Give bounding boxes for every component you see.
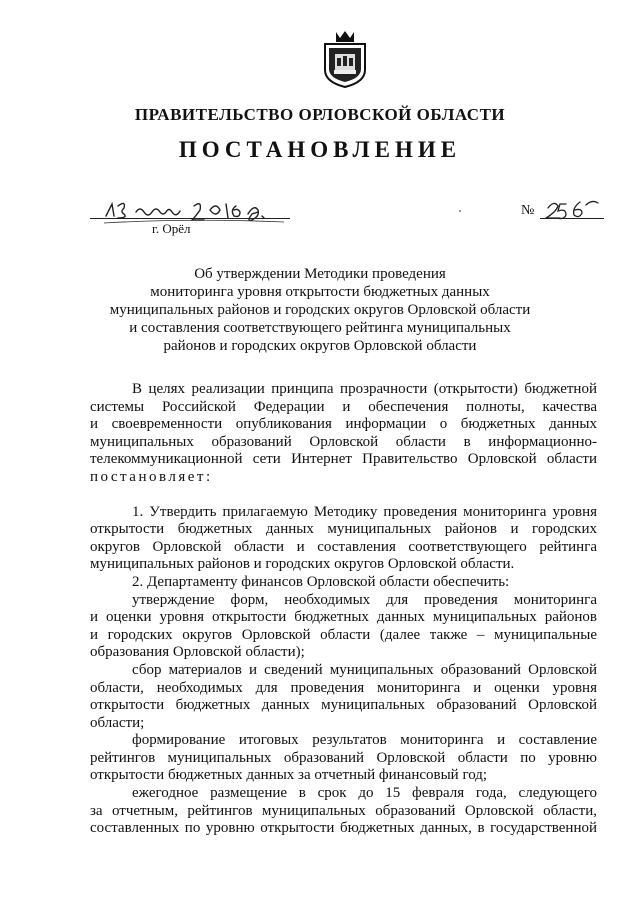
item2-line: утверждение форм, необходимых для проведения мониторинга (132, 591, 597, 608)
item2-line: 2. Департаменту финансов Орловской области обеспечить: (132, 573, 510, 590)
item1-line: округов Орловской области и составления соответствующего рейтинга (90, 538, 597, 555)
item2-line: образования Орловской области); (90, 644, 305, 661)
decree-body (90, 381, 597, 838)
date-underline (90, 218, 290, 219)
number-label: № (521, 203, 535, 218)
subject-line: мониторинга уровня открытости бюджетных данных (150, 284, 490, 300)
item2-line: области, необходимых для проведения мониторинга и оценки уровня (90, 679, 597, 696)
subject-line: муниципальных районов и городских округов Орловской области (109, 302, 531, 318)
item2-line: открытости бюджетных данных муниципальных образований Орловской (90, 697, 597, 714)
item2-line: и городских округов Орловской области (далее также – муниципальные (90, 626, 597, 643)
handwritten-date (102, 196, 288, 226)
preamble-line: телекоммуникационной сети Интернет Правительство Орловской области (90, 451, 597, 468)
subject-line: Об утверждении Методики проведения (194, 266, 446, 282)
government-title: ПРАВИТЕЛЬСТВО ОРЛОВСКОЙ ОБЛАСТИ (134, 105, 506, 124)
subject-line: и составления соответствующего рейтинга муниципальных (129, 320, 511, 336)
document-type-title: ПОСТАНОВЛЕНИЕ (178, 137, 462, 162)
preamble-line: муниципальных образований Орловской области в информационно- (90, 433, 597, 450)
coat-of-arms-icon (322, 30, 368, 88)
item2-line: сбор материалов и сведений муниципальных образований Орловской (132, 661, 597, 678)
item1-line: муниципальных районов и городских округов Орловской области. (90, 556, 515, 573)
item2-line: ежегодное размещение в срок до 15 февраля года, следующего (132, 785, 597, 802)
item1-line: 1. Утвердить прилагаемую Методику проведения мониторинга уровня (132, 503, 597, 520)
item2-line: и оценки уровня открытости бюджетных данных муниципальных районов (90, 609, 597, 626)
item2-line: рейтингов муниципальных образований Орловской области по уровню (90, 749, 597, 766)
item2-line: области; (90, 714, 145, 731)
preamble-line: системы Российской Федерации и обеспечения полноты, качества (90, 398, 597, 415)
preamble-line: постановляет: (90, 468, 213, 485)
item2-line: за отчетным, рейтингов муниципальных образований Орловской области, (90, 802, 597, 819)
decree-subject (0, 265, 640, 355)
city-label: г. Орёл (152, 221, 191, 236)
item2-line: открытости бюджетных данных за отчетный финансовый год; (90, 767, 488, 784)
subject-line: районов и городских округов Орловской области (163, 338, 477, 354)
preamble-line: В целях реализации принципа прозрачности (открытости) бюджетной (132, 381, 597, 397)
number-underline (540, 218, 604, 219)
item1-line: открытости бюджетных данных муниципальных районов и городских (90, 521, 597, 538)
scan-dot (459, 210, 461, 212)
item2-line: составленных по уровню открытости бюджетных данных, в государственной (90, 820, 597, 837)
preamble-line: и своевременности опубликования информации о бюджетных данных (90, 416, 597, 433)
item2-line: формирование итоговых результатов мониторинга и составление (132, 732, 597, 749)
